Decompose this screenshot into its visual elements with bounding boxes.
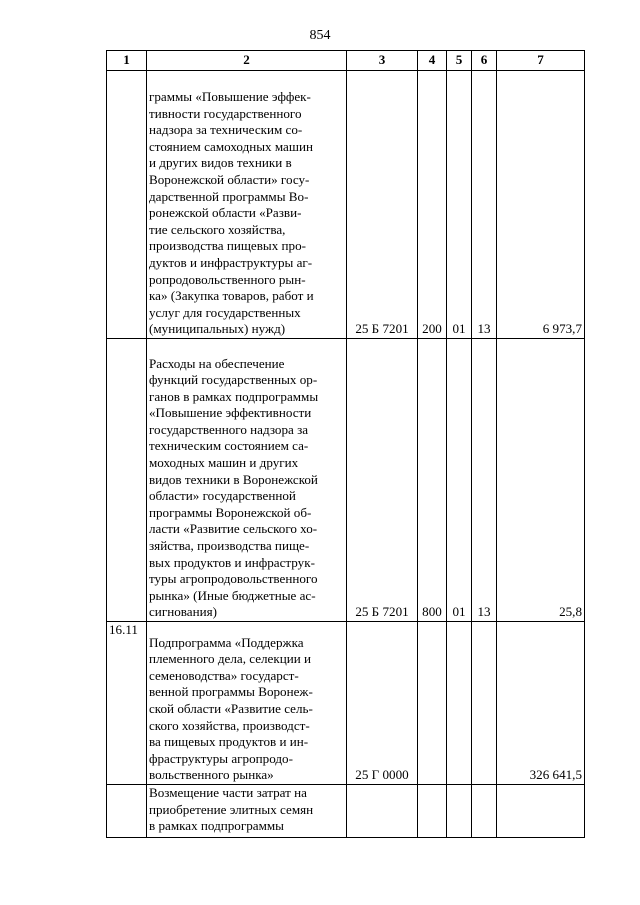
amount: 326 641,5 [497,622,585,785]
item-name-line: вых продуктов и инфраструк- [149,554,315,570]
item-name-line: программы Воронежской об- [149,504,312,520]
item-name-line: государственного надзора за [149,421,309,437]
item-name-line: дарственной программы Во- [149,188,309,204]
subsection: 13 [472,71,497,339]
column-header: 3 [347,51,418,71]
item-name-line: тивности государственного [149,105,302,121]
item-name-line: ка» (Закупка товаров, работ и [149,288,314,304]
item-name-line: услуг для государственных [149,304,301,320]
section: 01 [447,71,472,339]
item-name-line: сигнования) [149,604,217,620]
item-name-line: венной программы Воронеж- [149,684,313,700]
item-name-line: зяйства, производства пище- [149,538,310,554]
section: 01 [447,339,472,622]
item-number [107,785,147,838]
column-header: 2 [147,51,347,71]
table-row [107,622,585,785]
item-name-line: ропродовольственного рын- [149,271,306,287]
item-name-line: Воронежской области» госу- [149,172,310,188]
item-name-line: Расходы на обеспечение [149,355,285,371]
section [447,622,472,785]
target-code: 25 Б 7201 [347,339,418,622]
budget-table [106,50,585,838]
item-name-line: (муниципальных) нужд) [149,321,286,337]
amount [497,785,585,838]
item-name-line: ласти «Развитие сельского хо- [149,521,318,537]
table-row [107,71,585,339]
header-row [107,51,585,71]
column-header: 5 [447,51,472,71]
subsection [472,785,497,838]
item-name-line: производства пищевых про- [149,238,307,254]
target-code: 25 Г 0000 [347,622,418,785]
item-name-line: в рамках подпрограммы [149,818,284,834]
section [447,785,472,838]
item-name-line: видов техники в Воронежской [149,471,318,487]
item-name [147,339,347,622]
item-number: 16.11 [107,622,147,785]
target-code: 25 Б 7201 [347,71,418,339]
item-name [147,71,347,339]
column-header: 4 [418,51,447,71]
item-name-line: техническим состоянием са- [149,438,309,454]
item-name-line: ва пищевых продуктов и ин- [149,734,309,750]
item-name-line: моходных машин и других [149,455,299,471]
item-name-line: вольственного рынка» [149,767,274,783]
expense-type: 800 [418,339,447,622]
column-header: 6 [472,51,497,71]
item-name-line: ского хозяйства, производст- [149,717,310,733]
column-header: 1 [107,51,147,71]
item-name-line: надзора за техническим со- [149,122,303,138]
item-name-line: ганов в рамках подпрограммы [149,388,319,404]
expense-type [418,622,447,785]
item-name-line: Подпрограмма «Поддержка [149,634,304,650]
item-name-line: рынка» (Иные бюджетные ас- [149,587,316,603]
item-number [107,339,147,622]
column-header: 7 [497,51,585,71]
item-name-line: фраструктуры агропродо- [149,750,293,766]
item-name-line: туры агропродовольственного [149,571,318,587]
item-name-line: племенного дела, селекции и [149,651,312,667]
amount: 25,8 [497,339,585,622]
item-name-line: функций государственных ор- [149,372,318,388]
item-name [147,622,347,785]
table-row [107,339,585,622]
page-number: 854 [309,28,331,43]
expense-type: 200 [418,71,447,339]
subsection [472,622,497,785]
item-name-line: стоянием самоходных машин [149,138,313,154]
subsection: 13 [472,339,497,622]
item-name-line: «Повышение эффективности [149,405,312,421]
table-row [107,785,585,838]
item-number [107,71,147,339]
item-name-line: и других видов техники в [149,155,292,171]
amount: 6 973,7 [497,71,585,339]
item-name-line: дуктов и инфраструктуры аг- [149,255,313,271]
item-name-line: семеноводства» государст- [149,667,299,683]
item-name-line: области» государственной [149,488,296,504]
item-name-line: тие сельского хозяйства, [149,221,286,237]
item-name-line: ской области «Развитие сель- [149,701,313,717]
item-name [147,785,347,838]
item-name-line: приобретение элитных семян [149,801,314,817]
expense-type [418,785,447,838]
item-name-line: Возмещение части затрат на [149,785,307,800]
target-code [347,785,418,838]
item-name-line: граммы «Повышение эффек- [149,89,311,105]
item-name-line: ронежской области «Разви- [149,205,302,221]
